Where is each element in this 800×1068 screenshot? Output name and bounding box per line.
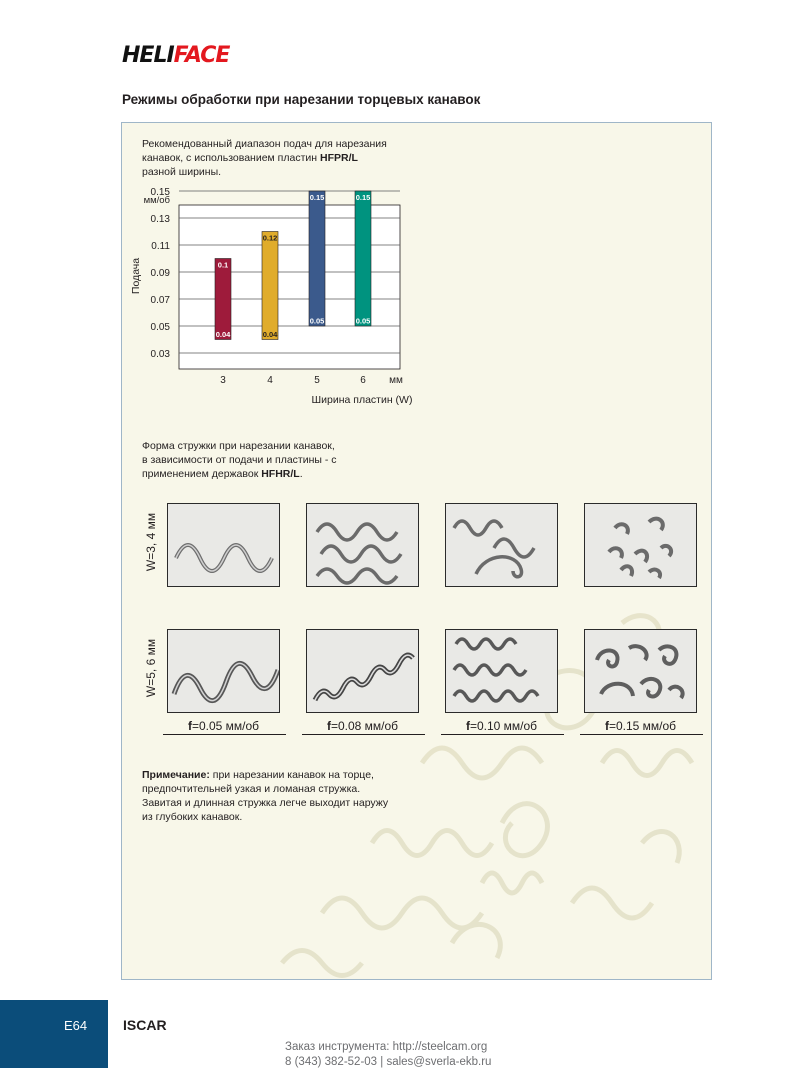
footer-order-line: Заказ инструмента: http://steelcam.org [285, 1041, 488, 1053]
chart-y-tick-label: 0.15 [150, 187, 170, 198]
chart-bar [309, 191, 325, 326]
feed-underline [163, 734, 286, 735]
feed-range-chart [122, 185, 432, 405]
chart-x-tick-label: 5 [314, 375, 320, 386]
chart-bar [262, 232, 278, 340]
chart-bar-min-label: 0.05 [309, 316, 325, 326]
chart-bar-max-label: 0.15 [355, 193, 371, 202]
chip-photo-w34-f008 [306, 503, 419, 587]
chart-bar [215, 259, 231, 340]
chart-y-tick-label: 0.03 [150, 349, 170, 360]
page-number-block [0, 1000, 108, 1068]
chart-x-tick-label: 3 [220, 375, 226, 386]
page-number: E64 [64, 1018, 88, 1033]
feed-label-010: f=0.10 мм/об [465, 719, 538, 733]
chart-y-tick-label: 0.05 [150, 322, 170, 333]
chart-bar-min-label: 0.04 [262, 330, 278, 339]
footer-contact-line: 8 (343) 382-52-03 | sales@sverla-ekb.ru [285, 1056, 492, 1068]
feed-label-008: f=0.08 мм/об [326, 719, 399, 733]
heliface-logo [122, 44, 254, 68]
chart-bar-min-label: 0.05 [355, 316, 371, 326]
chart-y-axis-label: Подача [130, 257, 142, 295]
content-panel [121, 122, 712, 980]
chart-bar-max-label: 0.15 [309, 193, 325, 202]
brand-name: ISCAR [123, 1017, 167, 1033]
chip-photo-w56-f005 [167, 629, 280, 713]
chart-x-tick-label: 4 [267, 375, 273, 386]
logo-part-heli: HELI [122, 43, 174, 68]
chart-y-unit: мм/об [143, 195, 170, 206]
row-label-w56: W=5, 6 мм [144, 638, 158, 698]
chart-x-axis-label: Ширина пластин (W) [311, 394, 413, 405]
chart-x-unit: мм [389, 375, 403, 386]
section-title: Режимы обработки при нарезании торцевых канавок [122, 92, 481, 107]
chip-photo-w34-f015 [584, 503, 697, 587]
chip-photo-w34-f010 [445, 503, 558, 587]
chart-bar-max-label: 0.1 [217, 260, 229, 270]
chip-form-paragraph: Форма стружки при нарезании канавок, в зависимости от подачи и пластины - с применением державок HFHR/L. [142, 440, 337, 480]
feed-underline [580, 734, 703, 735]
feed-label-005: f=0.05 мм/об [187, 719, 260, 733]
chart-y-tick-label: 0.07 [150, 295, 170, 306]
feed-label-015: f=0.15 мм/об [604, 719, 677, 733]
feed-underline [302, 734, 425, 735]
row-label-w34: W=3, 4 мм [144, 512, 158, 572]
logo-part-face: FACE [173, 43, 230, 68]
chart-y-tick-label: 0.11 [151, 241, 170, 252]
chart-bar [355, 191, 371, 326]
chart-x-tick-label: 6 [360, 375, 366, 386]
feed-underline [441, 734, 564, 735]
chart-y-tick-label: 0.13 [150, 214, 170, 225]
chart-bar-max-label: 0.12 [262, 233, 278, 243]
chart-bar-min-label: 0.04 [215, 330, 231, 339]
chart-y-tick-label: 0.09 [150, 268, 170, 279]
note-paragraph: Примечание: при нарезании канавок на торце, предпочтительней узкая и ломаная стружка. Завитая и длинная стружка легче выходит наружу из глубоких канавок. [142, 769, 389, 823]
chip-photo-w56-f008 [306, 629, 419, 713]
intro-paragraph: Рекомендованный диапазон подач для нарезания канавок, с использованием пластин HFPR/L разной ширины. [142, 138, 387, 178]
chip-photo-w56-f015 [584, 629, 697, 713]
chip-photo-w56-f010 [445, 629, 558, 713]
chip-photo-w34-f005 [167, 503, 280, 587]
